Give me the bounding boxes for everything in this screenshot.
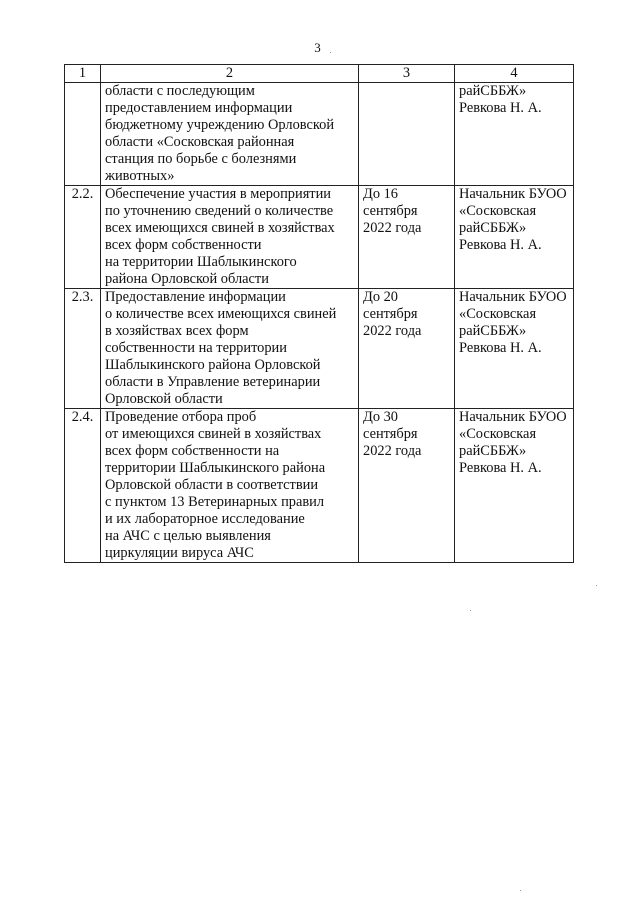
measure-description-line: Предоставление информации [105, 289, 286, 305]
item-number: 2.4. [71, 409, 94, 425]
responsible-line: Начальник БУОО [459, 409, 567, 425]
item-number-cell [65, 409, 101, 563]
measure-description-line: собственности на территории [105, 340, 287, 356]
measure-description-line: предоставлением информации [105, 100, 293, 116]
deadline-line: 2022 года [363, 220, 422, 236]
measure-description-line: области с последующим [105, 83, 255, 99]
responsible-line: Ревкова Н. А. [459, 460, 542, 476]
action-plan-table [64, 64, 574, 563]
measure-description-line: циркуляции вируса АЧС [105, 545, 254, 561]
item-number: 2.3. [71, 289, 94, 305]
measure-description-line: и их лабораторное исследование [105, 511, 305, 527]
measure-description-line: бюджетному учреждению Орловской [105, 117, 335, 133]
deadline-line: 2022 года [363, 323, 422, 339]
measure-description-cell [101, 186, 359, 289]
measure-description-line: на АЧС с целью выявления [105, 528, 271, 544]
deadline-cell [359, 83, 455, 186]
responsible-cell [455, 409, 574, 563]
responsible-line: Ревкова Н. А. [459, 237, 542, 253]
deadline-line: сентября [363, 203, 418, 219]
responsible-line: райСББЖ» [459, 323, 527, 339]
measure-description-line: всех форм собственности [105, 237, 262, 253]
deadline-cell [359, 409, 455, 563]
responsible-line: райСББЖ» [459, 220, 527, 236]
column-header-4: 4 [455, 65, 574, 83]
table-row [65, 186, 574, 289]
deadline-line: 2022 года [363, 443, 422, 459]
measure-description-line: Шаблыкинского района Орловской [105, 357, 321, 373]
responsible-line: Начальник БУОО [459, 289, 567, 305]
measure-description-line: территории Шаблыкинского района [105, 460, 326, 476]
column-header-2: 2 [101, 65, 359, 83]
measure-description-line: Обеспечение участия в мероприятии [105, 186, 331, 202]
measure-description-line: Орловской области [105, 391, 223, 407]
deadline-line: До 30 [363, 409, 398, 425]
item-number-cell [65, 83, 101, 186]
measure-description-line: от имеющихся свиней в хозяйствах [105, 426, 322, 442]
measure-description-line: в хозяйствах всех форм [105, 323, 249, 339]
page-number: 3 [314, 40, 321, 55]
measure-description-cell [101, 409, 359, 563]
measure-description-line: района Орловской области [105, 271, 269, 287]
deadline-line: сентября [363, 426, 418, 442]
responsible-cell [455, 186, 574, 289]
table-row [65, 83, 574, 186]
table-body [65, 83, 574, 563]
measure-description-line: области в Управление ветеринарии [105, 374, 321, 390]
measure-description-line: Орловской области в соответствии [105, 477, 319, 493]
deadline-cell [359, 289, 455, 409]
deadline-line: До 16 [363, 186, 398, 202]
responsible-line: «Сосковская [459, 203, 537, 219]
responsible-line: «Сосковская [459, 306, 537, 322]
responsible-cell [455, 83, 574, 186]
deadline-line: До 20 [363, 289, 398, 305]
measure-description-line: на территории Шаблыкинского [105, 254, 297, 270]
measure-description-line: животных» [105, 168, 175, 184]
item-number: 2.2. [71, 186, 94, 202]
table-header-row [65, 65, 574, 83]
responsible-cell [455, 289, 574, 409]
deadline-line: сентября [363, 306, 418, 322]
column-header-3: 3 [359, 65, 455, 83]
measure-description-cell [101, 289, 359, 409]
measure-description-line: Проведение отбора проб [105, 409, 257, 425]
responsible-line: Ревкова Н. А. [459, 340, 542, 356]
responsible-line: райСББЖ» [459, 443, 527, 459]
measure-description-line: области «Сосковская районная [105, 134, 295, 150]
measure-description-line: о количестве всех имеющихся свиней [105, 306, 337, 322]
responsible-line: Начальник БУОО [459, 186, 567, 202]
column-header-1: 1 [65, 65, 101, 83]
measure-description-line: с пунктом 13 Ветеринарных правил [105, 494, 325, 510]
responsible-line: Ревкова Н. А. [459, 100, 542, 116]
responsible-line: «Сосковская [459, 426, 537, 442]
measure-description-cell [101, 83, 359, 186]
responsible-line: райСББЖ» [459, 83, 527, 99]
deadline-cell [359, 186, 455, 289]
measure-description-line: станция по борьбе с болезнями [105, 151, 297, 167]
item-number-cell [65, 186, 101, 289]
measure-description-line: по уточнению сведений о количестве [105, 203, 334, 219]
measure-description-line: всех имеющихся свиней в хозяйствах [105, 220, 335, 236]
measure-description-line: всех форм собственности на [105, 443, 280, 459]
item-number-cell [65, 289, 101, 409]
table-row [65, 289, 574, 409]
table-row [65, 409, 574, 563]
